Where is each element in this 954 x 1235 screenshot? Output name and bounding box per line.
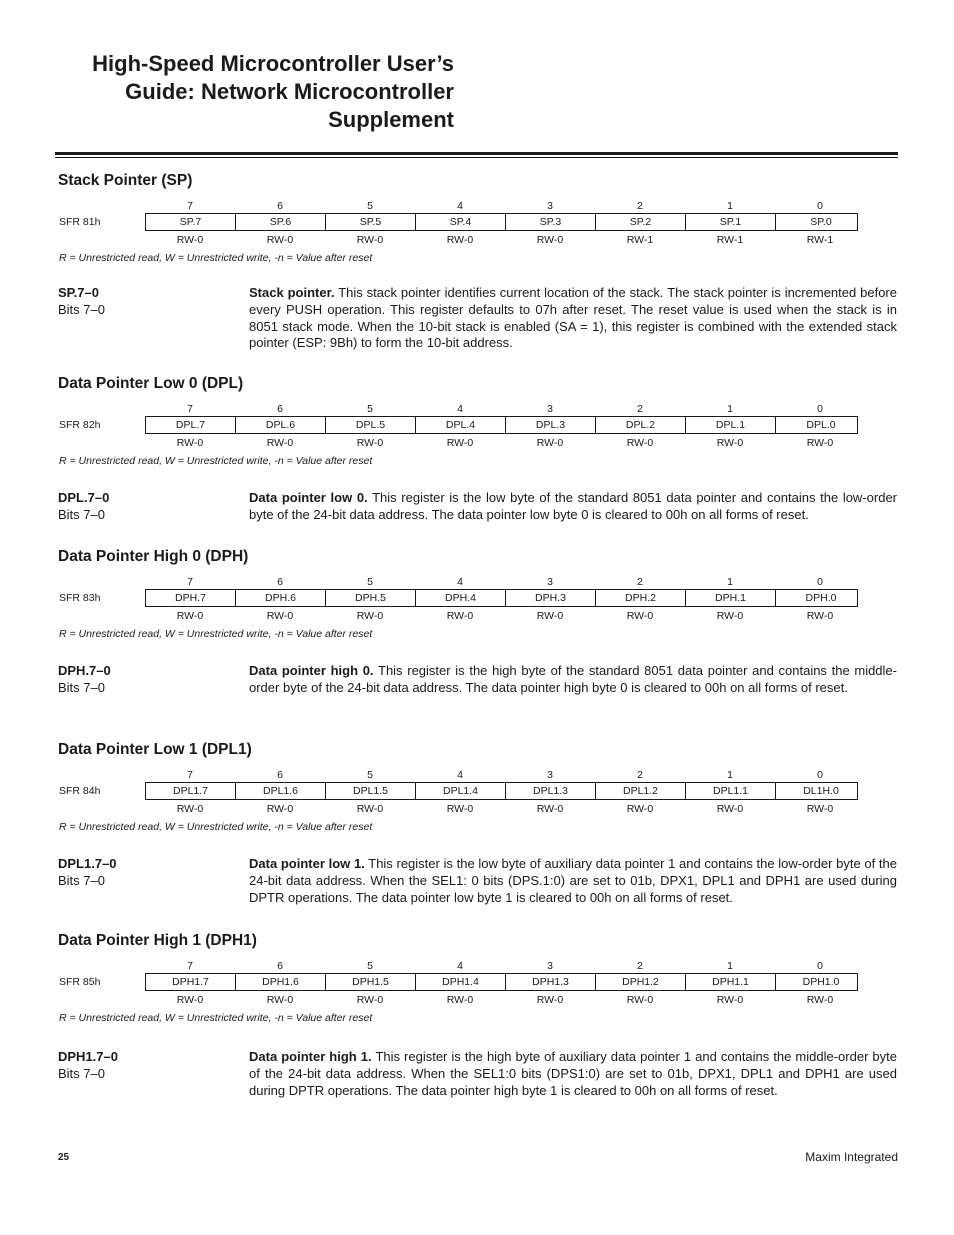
bit-number: 6 [277, 576, 283, 588]
access-value: RW-0 [716, 437, 744, 449]
register-bit-cell: DPH.2 [596, 590, 686, 606]
bit-number: 6 [277, 403, 283, 415]
field-text [249, 285, 897, 352]
bit-number: 7 [187, 960, 193, 972]
bit-number: 6 [277, 200, 283, 212]
bit-number: 4 [457, 200, 463, 212]
access-value: RW-0 [176, 610, 204, 622]
register-bit-cell: SP.6 [236, 214, 326, 230]
field-bits: Bits 7–0 [58, 507, 105, 522]
bit-number: 3 [547, 576, 553, 588]
field-heading: Data pointer low 1. [249, 856, 365, 871]
bit-number: 4 [457, 769, 463, 781]
bit-number: 0 [817, 960, 823, 972]
register-title: Data Pointer High 0 (DPH) [58, 548, 249, 565]
register-bit-cell: DPH.7 [146, 590, 236, 606]
register-bit-cell: DPH.5 [326, 590, 416, 606]
field-name: SP.7–0 [58, 285, 99, 300]
access-value: RW-0 [266, 610, 294, 622]
field-body: This register is the high byte of the standard 8051 data pointer and contains the middle-order byte of the 24-bit data address. The data pointer high byte 0 is cleared to 00h on all forms of reset. [249, 663, 897, 695]
bit-number: 3 [547, 769, 553, 781]
register-bit-cell: DPH1.2 [596, 974, 686, 990]
bit-number: 5 [367, 200, 373, 212]
field-text [249, 1049, 897, 1099]
access-value: RW-0 [716, 803, 744, 815]
register-title: Stack Pointer (SP) [58, 172, 193, 189]
bit-number: 2 [637, 200, 643, 212]
bit-number: 7 [187, 769, 193, 781]
register-title: Data Pointer High 1 (DPH1) [58, 932, 257, 949]
field-name: DPL.7–0 [58, 490, 110, 505]
field-body: This register is the high byte of auxiliary data pointer 1 and contains the middle-order byte of the 24-bit data address. When the SEL1:0 bits (DPS1:0) are set to 01b, DPX1, DPL1 and DPH1 are used during DPTR operations. The data pointer high byte 1 is cleared to 00h on all forms of reset. [249, 1049, 898, 1098]
bit-number: 3 [547, 200, 553, 212]
bit-number: 3 [547, 403, 553, 415]
access-value: RW-0 [626, 994, 654, 1006]
register-bit-cell: DPH.0 [805, 592, 837, 604]
access-value: RW-0 [536, 994, 564, 1006]
bit-number: 6 [277, 960, 283, 972]
register-bit-cell: DPH.1 [686, 590, 776, 606]
bit-number: 2 [637, 960, 643, 972]
bit-number-row [145, 769, 858, 781]
field-text [249, 490, 897, 524]
bit-number-row [145, 960, 858, 972]
access-value: RW-0 [176, 803, 204, 815]
register-bit-cell: DPL.2 [596, 417, 686, 433]
bit-number: 1 [727, 200, 733, 212]
register-bit-cell: DPL1.7 [146, 783, 236, 799]
access-value: RW-0 [176, 234, 204, 246]
legend-note: R = Unrestricted read, W = Unrestricted write, -n = Value after reset [59, 252, 373, 264]
access-value: RW-0 [446, 610, 474, 622]
title-divider [55, 152, 898, 158]
register-bit-cell: DPH1.1 [686, 974, 776, 990]
sfr-address: SFR 85h [59, 976, 101, 988]
field-body: This register is the low byte of auxiliary data pointer 1 and contains the low-order byte of the 24-bit data address. When the SEL1: 0 bits (DPS.1:0) are set to 01b, DPX1, DPL1 and DPH1 are used during DPTR operations. The data pointer low byte 1 is cleared to 00h on all forms of reset. [249, 856, 897, 905]
register-section [58, 172, 898, 352]
bit-number: 4 [457, 960, 463, 972]
company-name: Maxim Integrated [805, 1150, 898, 1164]
access-value: RW-0 [446, 437, 474, 449]
register-bit-cell: DPL.5 [326, 417, 416, 433]
access-row [145, 234, 858, 246]
field-heading: Stack pointer. [249, 285, 335, 300]
access-value: RW-0 [446, 803, 474, 815]
bit-number: 0 [817, 200, 823, 212]
field-body: This register is the low byte of the standard 8051 data pointer and contains the low-order byte of the 24-bit data address. The data pointer low byte 0 is cleared to 00h on all forms of reset. [249, 490, 898, 522]
access-value: RW-0 [536, 803, 564, 815]
field-bits: Bits 7–0 [58, 680, 105, 695]
register-section [58, 548, 898, 730]
register-bit-cell: SP.2 [596, 214, 686, 230]
field-bits: Bits 7–0 [58, 873, 105, 888]
access-value: RW-0 [716, 994, 744, 1006]
access-value: RW-0 [806, 610, 834, 622]
access-value: RW-0 [266, 803, 294, 815]
page-title-line: High-Speed Microcontroller User’s [92, 51, 454, 76]
access-row [145, 437, 858, 449]
register-bit-cell: DPH1.6 [236, 974, 326, 990]
access-value: RW-0 [806, 994, 834, 1006]
access-value: RW-0 [266, 437, 294, 449]
register-bit-cell: DPL.7 [146, 417, 236, 433]
bit-number: 2 [637, 576, 643, 588]
bit-number: 4 [457, 576, 463, 588]
register-bit-cell: DPH1.5 [326, 974, 416, 990]
register-bit-cell: DPL.4 [416, 417, 506, 433]
bit-number: 6 [277, 769, 283, 781]
register-bit-cell: DPL1.2 [596, 783, 686, 799]
register-bit-cell: DPH.6 [236, 590, 326, 606]
register-bit-cell: DPL.0 [806, 419, 836, 431]
register-bit-cell: DPL1.1 [686, 783, 776, 799]
register-bit-cell: SP.5 [326, 214, 416, 230]
register-bit-cell: DPL1.5 [326, 783, 416, 799]
register-bit-table [145, 973, 858, 991]
access-value: RW-0 [536, 610, 564, 622]
access-value: RW-0 [176, 994, 204, 1006]
register-bit-cell: DPH1.4 [416, 974, 506, 990]
bit-number: 5 [367, 576, 373, 588]
bit-number: 4 [457, 403, 463, 415]
bit-number: 5 [367, 769, 373, 781]
sfr-address: SFR 83h [59, 592, 101, 604]
register-bit-table [145, 416, 858, 434]
register-bit-cell: DPL1.4 [416, 783, 506, 799]
bit-number: 0 [817, 403, 823, 415]
register-bit-cell: DPL.1 [686, 417, 776, 433]
register-bit-cell: DPH1.7 [146, 974, 236, 990]
field-bits: Bits 7–0 [58, 1066, 105, 1081]
bit-number: 1 [727, 769, 733, 781]
register-bit-table [145, 213, 858, 231]
page-title-line: Guide: Network Microcontroller [125, 79, 454, 104]
access-value: RW-0 [356, 234, 384, 246]
bit-number: 7 [187, 200, 193, 212]
bit-number: 1 [727, 576, 733, 588]
register-bit-cell: DPH1.3 [506, 974, 596, 990]
register-bit-cell: SP.1 [686, 214, 776, 230]
access-value: RW-0 [806, 803, 834, 815]
sfr-address: SFR 81h [59, 216, 101, 228]
page-title [40, 50, 454, 134]
access-value: RW-0 [446, 994, 474, 1006]
field-name: DPL1.7–0 [58, 856, 117, 871]
field-name: DPH.7–0 [58, 663, 111, 678]
access-value: RW-1 [626, 234, 654, 246]
access-value: RW-0 [356, 610, 384, 622]
bit-number: 3 [547, 960, 553, 972]
register-bit-cell: SP.0 [810, 216, 832, 228]
access-row [145, 803, 858, 815]
access-value: RW-0 [356, 994, 384, 1006]
sfr-address: SFR 82h [59, 419, 101, 431]
register-bit-cell: DPL.6 [236, 417, 326, 433]
access-value: RW-0 [536, 234, 564, 246]
bit-number: 1 [727, 960, 733, 972]
register-bit-cell: DPH1.0 [802, 976, 840, 988]
access-value: RW-0 [356, 437, 384, 449]
access-value: RW-0 [806, 437, 834, 449]
register-bit-cell: DPL.3 [506, 417, 596, 433]
access-value: RW-0 [176, 437, 204, 449]
register-bit-cell: DL1H.0 [803, 785, 839, 797]
register-bit-cell: SP.4 [416, 214, 506, 230]
register-title: Data Pointer Low 0 (DPL) [58, 375, 244, 392]
bit-number: 7 [187, 403, 193, 415]
bit-number-row [145, 200, 858, 212]
access-value: RW-0 [626, 437, 654, 449]
field-bits: Bits 7–0 [58, 302, 105, 317]
field-heading: Data pointer low 0. [249, 490, 368, 505]
access-row [145, 994, 858, 1006]
field-body: This stack pointer identifies current location of the stack. The stack pointer is incremented before every PUSH operation. This register defaults to 07h after reset. The reset value is used when the stack is in 8051 stack mode. When the 10-bit stack is enabled (SA = 1), this register is combined with the extended stack pointer (ESP: 9Bh) to form the 10-bit address. [249, 285, 897, 351]
bit-number-row [145, 403, 858, 415]
register-bit-cell: DPH.3 [506, 590, 596, 606]
register-bit-cell: DPH.4 [416, 590, 506, 606]
access-value: RW-0 [716, 610, 744, 622]
bit-number: 2 [637, 769, 643, 781]
bit-number-row [145, 576, 858, 588]
access-value: RW-0 [626, 610, 654, 622]
register-bit-table [145, 589, 858, 607]
legend-note: R = Unrestricted read, W = Unrestricted write, -n = Value after reset [59, 1012, 373, 1024]
access-row [145, 610, 858, 622]
access-value: RW-0 [536, 437, 564, 449]
register-bit-cell: DPL1.6 [236, 783, 326, 799]
legend-note: R = Unrestricted read, W = Unrestricted write, -n = Value after reset [59, 455, 373, 467]
field-heading: Data pointer high 0. [249, 663, 374, 678]
register-section [58, 741, 898, 923]
register-bit-table [145, 782, 858, 800]
access-value: RW-0 [356, 803, 384, 815]
legend-note: R = Unrestricted read, W = Unrestricted write, -n = Value after reset [59, 821, 373, 833]
bit-number: 0 [817, 576, 823, 588]
field-heading: Data pointer high 1. [249, 1049, 372, 1064]
bit-number: 1 [727, 403, 733, 415]
legend-note: R = Unrestricted read, W = Unrestricted write, -n = Value after reset [59, 628, 373, 640]
access-value: RW-1 [806, 234, 834, 246]
field-name: DPH1.7–0 [58, 1049, 118, 1064]
register-bit-cell: SP.7 [146, 214, 236, 230]
register-section [58, 375, 898, 557]
bit-number: 2 [637, 403, 643, 415]
register-section [58, 932, 898, 1116]
field-text [249, 663, 897, 697]
bit-number: 5 [367, 960, 373, 972]
access-value: RW-0 [266, 994, 294, 1006]
register-title: Data Pointer Low 1 (DPL1) [58, 741, 252, 758]
access-value: RW-0 [266, 234, 294, 246]
access-value: RW-0 [446, 234, 474, 246]
bit-number: 0 [817, 769, 823, 781]
bit-number: 7 [187, 576, 193, 588]
access-value: RW-1 [716, 234, 744, 246]
page-number: 25 [58, 1152, 70, 1163]
register-bit-cell: SP.3 [506, 214, 596, 230]
register-bit-cell: DPL1.3 [506, 783, 596, 799]
page-title-line: Supplement [328, 107, 454, 132]
access-value: RW-0 [626, 803, 654, 815]
sfr-address: SFR 84h [59, 785, 101, 797]
field-text [249, 856, 897, 906]
bit-number: 5 [367, 403, 373, 415]
